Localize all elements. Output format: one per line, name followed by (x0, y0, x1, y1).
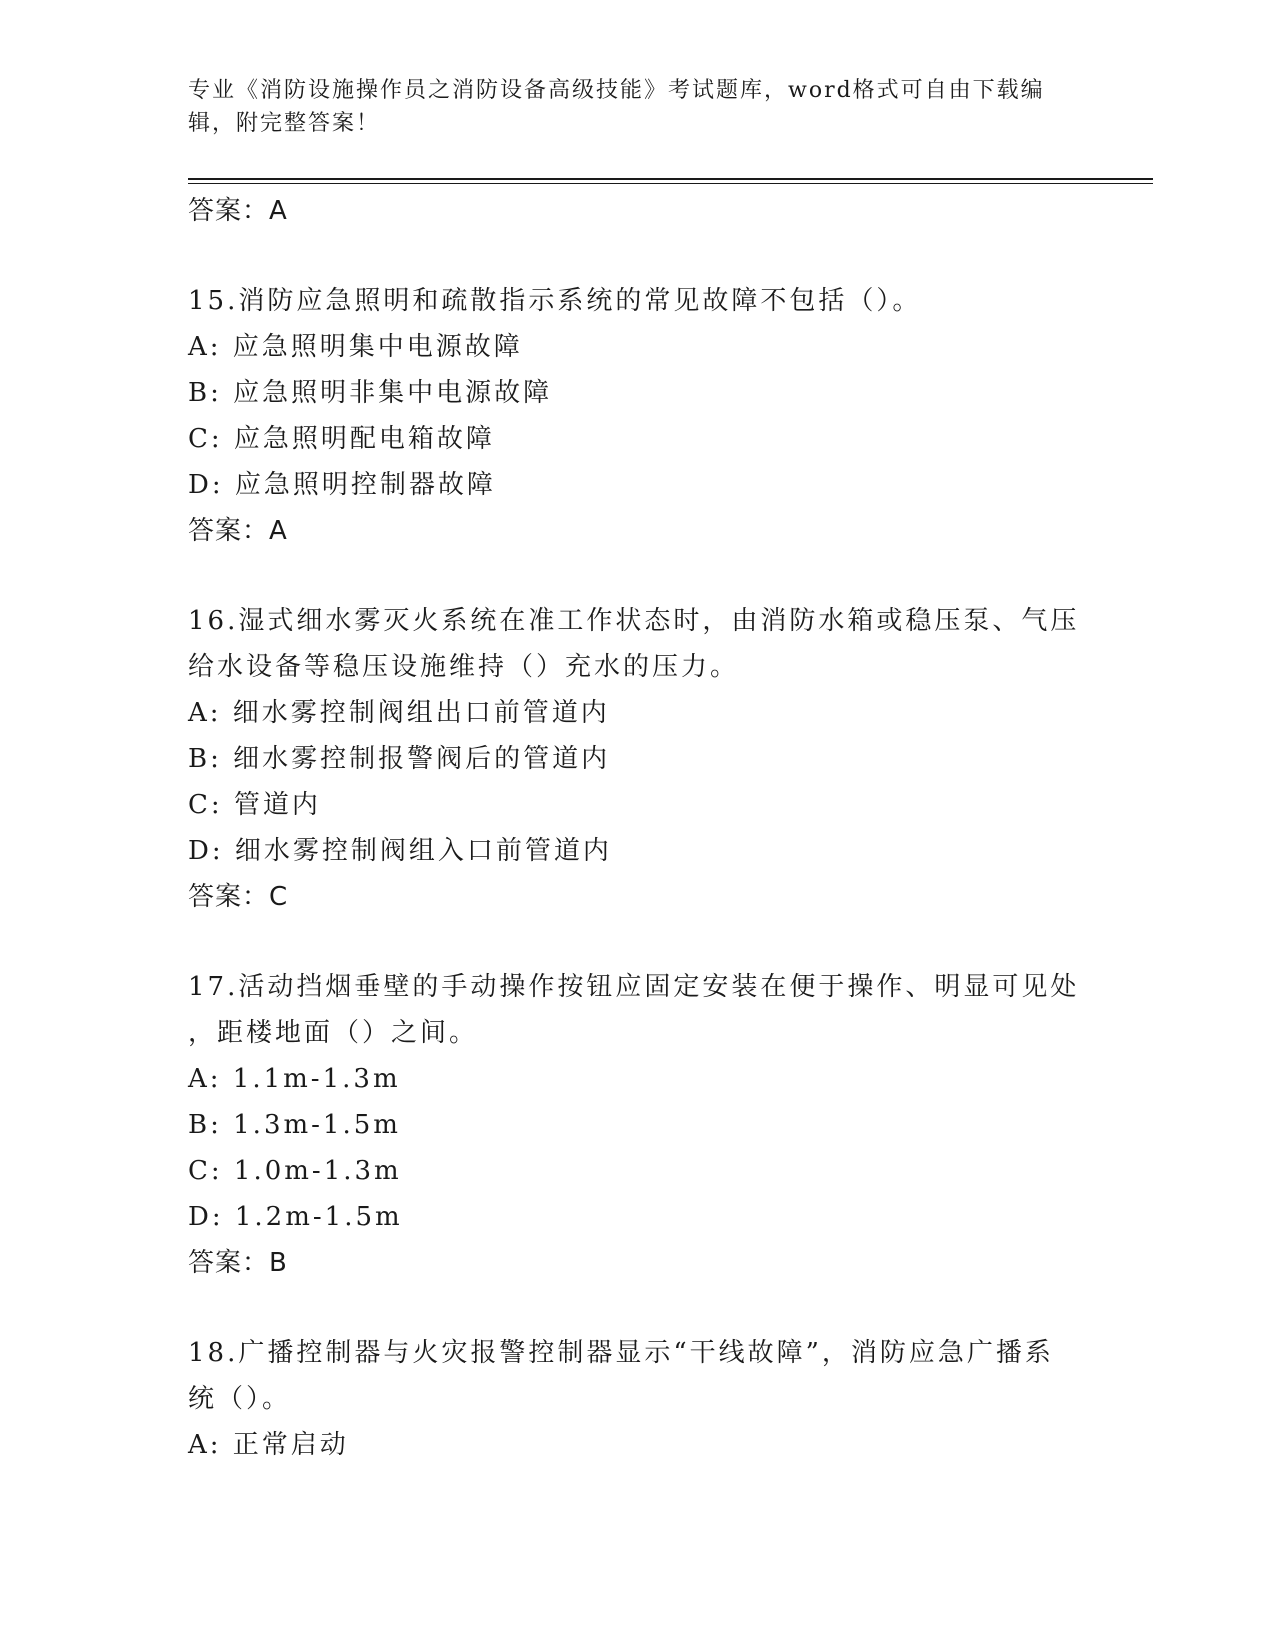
question-stem: 15.消防应急照明和疏散指示系统的常见故障不包括（）。 (188, 286, 922, 316)
question-16 (188, 598, 1088, 920)
header-line-1: 专业《消防设施操作员之消防设备高级技能》考试题库，word格式可自由下载编 (188, 78, 1045, 103)
question-18 (188, 1330, 1088, 1468)
option-d: D: 1.2m-1.5m (188, 1202, 403, 1232)
option-b: B: 应急照明非集中电源故障 (188, 378, 553, 408)
option-a: A: 应急照明集中电源故障 (188, 332, 523, 362)
option-a: A: 1.1m-1.3m (188, 1064, 401, 1094)
option-c: C: 管道内 (188, 790, 321, 820)
option-a: A: 细水雾控制阀组出口前管道内 (188, 698, 610, 728)
question-stem-line-2: 统（）。 (188, 1384, 292, 1414)
option-c: C: 应急照明配电箱故障 (188, 424, 495, 454)
header-rule-thin (188, 183, 1153, 184)
option-a: A: 正常启动 (188, 1430, 349, 1460)
question-stem-line-1: 16.湿式细水雾灭火系统在准工作状态时，由消防水箱或稳压泵、气压 (188, 606, 1080, 636)
answer: 答案：A (188, 516, 288, 546)
option-d: D: 应急照明控制器故障 (188, 470, 496, 500)
question-stem-line-2: 给水设备等稳压设施维持（）充水的压力。 (188, 652, 740, 682)
question-17 (188, 964, 1088, 1286)
question-list (188, 188, 1088, 1468)
question-stem-line-1: 18.广播控制器与火灾报警控制器显示“干线故障”，消防应急广播系 (188, 1338, 1054, 1368)
document-header (188, 74, 1088, 140)
answer: 答案：B (188, 1248, 288, 1278)
option-b: B: 细水雾控制报警阀后的管道内 (188, 744, 611, 774)
question-stem-line-2: ，距楼地面（）之间。 (188, 1018, 479, 1048)
option-d: D: 细水雾控制阀组入口前管道内 (188, 836, 612, 866)
question-15 (188, 278, 1088, 554)
option-b: B: 1.3m-1.5m (188, 1110, 401, 1140)
header-rule-thick (188, 178, 1153, 180)
header-line-2: 辑，附完整答案！ (188, 111, 381, 136)
answer: 答案：C (188, 882, 289, 912)
previous-answer: 答案：A (188, 196, 288, 226)
question-stem-line-1: 17.活动挡烟垂壁的手动操作按钮应固定安装在便于操作、明显可见处 (188, 972, 1080, 1002)
option-c: C: 1.0m-1.3m (188, 1156, 402, 1186)
